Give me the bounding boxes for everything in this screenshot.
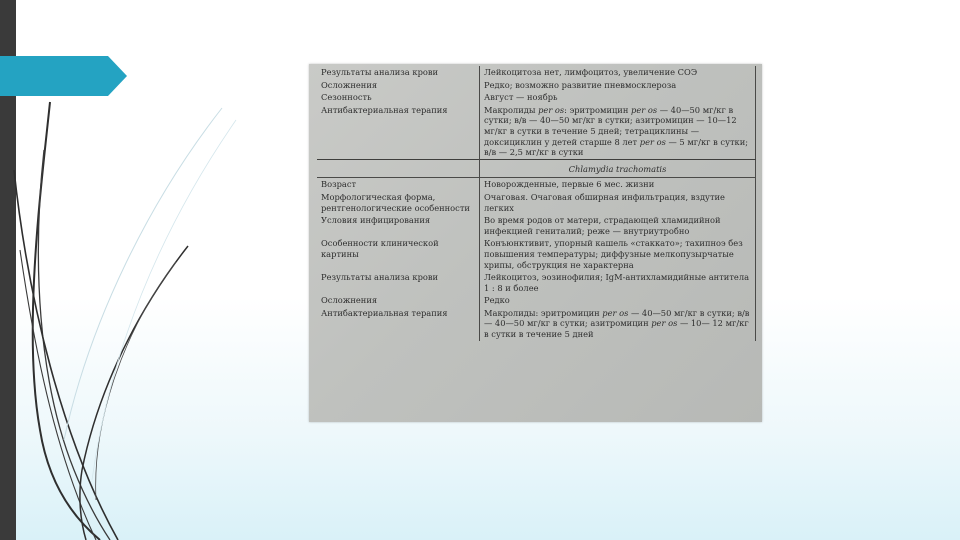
scanned-table-photo — [309, 64, 762, 422]
table-row — [317, 66, 756, 79]
table-row — [317, 79, 756, 92]
accent-arrow-tab — [0, 56, 127, 96]
row-label: Антибактериальная терапия — [317, 104, 480, 159]
row-value: Во время родов от матери, страдающей хламидийной инфекцией гениталий; реже — внутриутробно — [484, 215, 721, 236]
section-title: Chlamydia trachomatis — [480, 159, 756, 178]
table-row — [317, 191, 756, 214]
row-label: Возраст — [317, 178, 480, 191]
row-label: Сезонность — [317, 91, 480, 104]
row-value: Новорожденные, первые 6 мес. жизни — [484, 179, 655, 190]
row-label: Осложнения — [317, 79, 480, 92]
row-value: Макролиды per os: эритромицин per os — 40—50 мг/кг в сутки; в/в — 40—50 мг/кг в сутки; азитромицин — 10—12 мг/кг в сутки в течение 5 дней; тетрациклины — доксициклин у детей старше 8 лет per os — 5 мг/кг в сутки; в/в — 2,5 мг/кг в сутки — [484, 104, 749, 158]
table-row — [317, 178, 756, 191]
row-label: Особенности клинической картины — [317, 237, 480, 271]
row-value: Август — ноябрь — [484, 92, 558, 103]
row-label: Результаты анализа крови — [317, 66, 480, 79]
row-value: Лейкоцитоз, эозинофилия; IgM-антихламидийные антитела 1 : 8 и более — [484, 272, 750, 293]
row-label: Осложнения — [317, 294, 480, 307]
row-label: Условия инфицирования — [317, 214, 480, 237]
row-value: Конъюнктивит, упорный кашель «стаккато»; тахипноэ без повышения температуры; диффузные мелкопузырчатые хрипы, обструкция не характерна — [484, 238, 743, 270]
row-value: Макролиды: эритромицин per os — 40—50 мг/кг в сутки; в/в — 40—50 мг/кг в сутки; азитромицин per os — 10— 12 мг/кг в сутки в течение 5 дней — [484, 307, 750, 340]
row-label: Результаты анализа крови — [317, 271, 480, 294]
table-row — [317, 237, 756, 271]
row-value: Редко — [484, 295, 510, 306]
section-spacer — [317, 159, 480, 178]
section-header-row — [317, 159, 756, 178]
table-row — [317, 104, 756, 159]
table-row — [317, 91, 756, 104]
table-row — [317, 214, 756, 237]
table-row — [317, 307, 756, 341]
row-value: Редко; возможно развитие пневмосклероза — [484, 79, 677, 90]
row-label: Антибактериальная терапия — [317, 307, 480, 341]
row-value: Очаговая. Очаговая обширная инфильтрация, вздутие легких — [484, 191, 725, 213]
row-label: Морфологическая форма, рентгенологические особенности — [317, 191, 480, 214]
table-row — [317, 294, 756, 307]
clinical-table — [317, 66, 756, 341]
row-value: Лейкоцитоза нет, лимфоцитоз, увеличение СОЭ — [484, 67, 698, 77]
table-row — [317, 271, 756, 294]
